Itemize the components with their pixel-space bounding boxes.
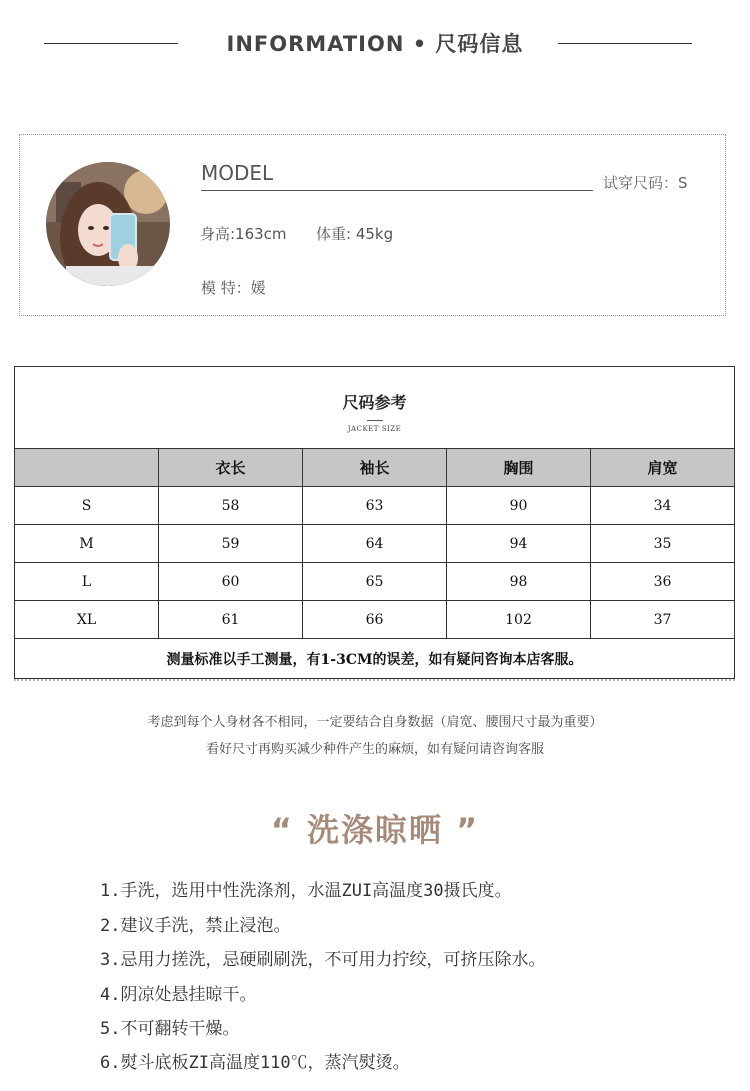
dotted-divider	[14, 679, 735, 681]
table-cell: 66	[303, 601, 447, 639]
model-underline	[201, 190, 593, 191]
column-header: 肩宽	[591, 449, 735, 487]
model-weight: 体重: 45kg	[316, 225, 394, 243]
model-name: 模 特：媛	[201, 279, 266, 297]
table-cell: S	[15, 487, 159, 525]
table-cell: 90	[447, 487, 591, 525]
advice-line-2: 看好尺寸再购买减少种件产生的麻烦，如有疑问请咨询客服	[205, 742, 544, 757]
washing-title: “ 洗涤晾晒 ”	[270, 811, 480, 849]
table-cell: XL	[15, 601, 159, 639]
washing-item: 2.建议手洗，禁止浸泡。	[100, 916, 291, 936]
washing-item: 4.阴凉处悬挂晾干。	[100, 985, 257, 1005]
advice-line-1: 考虑到每个人身材各不相同，一定要结合自身数据（肩宽、腰围尺寸最为重要）	[147, 715, 603, 730]
size-table-header-row	[15, 449, 735, 487]
size-table	[14, 366, 735, 679]
model-info-card	[19, 134, 726, 316]
table-cell: 102	[447, 601, 591, 639]
washing-item: 5.不可翻转干燥。	[100, 1019, 240, 1039]
table-cell: L	[15, 563, 159, 601]
model-height: 身高:163cm	[200, 225, 287, 243]
table-cell: 34	[591, 487, 735, 525]
page-title: INFORMATION • 尺码信息	[226, 32, 524, 56]
table-cell: 37	[591, 601, 735, 639]
column-header: 袖长	[303, 449, 447, 487]
model-avatar	[46, 162, 170, 286]
size-table-title-divider	[367, 420, 383, 421]
size-table-title-cell	[15, 367, 735, 449]
table-row	[15, 563, 735, 601]
trial-size: 试穿尺码：S	[603, 174, 688, 192]
model-label: MODEL	[201, 161, 274, 185]
size-table-title: 尺码参考	[342, 393, 407, 412]
washing-item: 1.手洗，选用中性洗涤剂，水温ZUI高温度30摄氏度。	[100, 881, 512, 901]
size-table-note-row	[15, 639, 735, 679]
table-cell: 98	[447, 563, 591, 601]
washing-item: 6.熨斗底板ZI高温度110℃，蒸汽熨烫。	[100, 1053, 410, 1073]
table-row	[15, 525, 735, 563]
table-cell: 64	[303, 525, 447, 563]
column-header	[15, 449, 159, 487]
table-cell: 58	[159, 487, 303, 525]
table-cell: 65	[303, 563, 447, 601]
table-cell: 59	[159, 525, 303, 563]
table-cell: 60	[159, 563, 303, 601]
column-header: 胸围	[447, 449, 591, 487]
header-divider-right	[558, 43, 692, 44]
table-cell: 63	[303, 487, 447, 525]
table-cell: 35	[591, 525, 735, 563]
table-cell: 61	[159, 601, 303, 639]
table-cell: M	[15, 525, 159, 563]
washing-item: 3.忌用力搓洗，忌硬刷刷洗，不可用力拧绞，可挤压除水。	[100, 950, 546, 970]
size-table-subtitle: JACKET SIZE	[347, 425, 402, 433]
size-table-note: 测量标准以手工测量，有1-3CM的误差，如有疑问咨询本店客服。	[15, 639, 735, 679]
table-cell: 36	[591, 563, 735, 601]
column-header: 衣长	[159, 449, 303, 487]
table-row	[15, 487, 735, 525]
table-cell: 94	[447, 525, 591, 563]
table-row	[15, 601, 735, 639]
